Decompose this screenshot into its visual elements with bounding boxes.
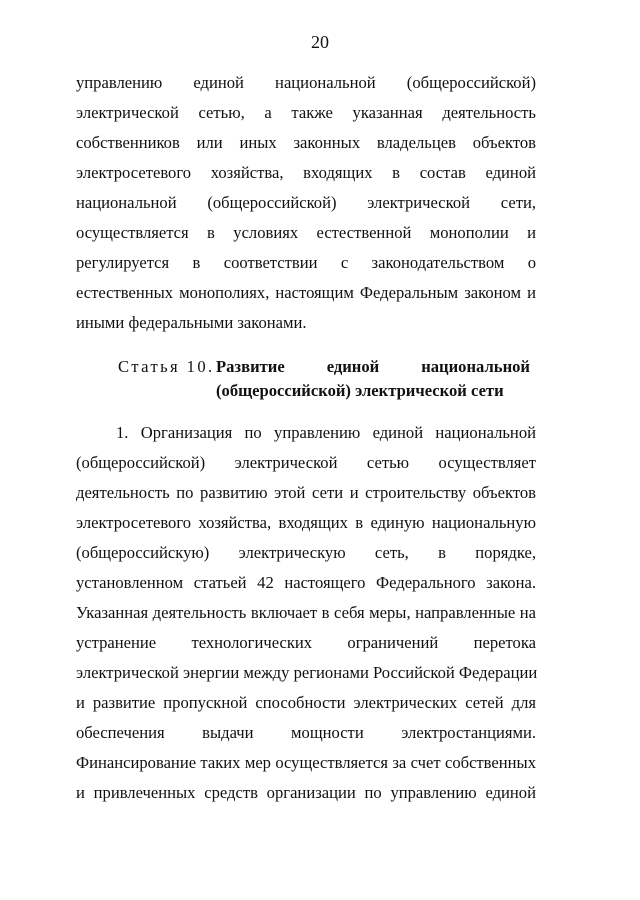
text-line: собственников или иных законных владельцев объектов [76,133,536,152]
text-line: электрической энергии между регионами Российской Федерации [76,663,538,682]
text-line: электрической сетью, а также указанная деятельность [76,103,536,122]
text-line: электросетевого хозяйства, входящих в единую национальную [76,513,536,532]
text-line: национальной (общероссийской) электрической сети, [76,193,536,212]
text-line: (общероссийскую) электрическую сеть, в порядке, [76,543,536,562]
text-line: Финансирование таких мер осуществляется за счет собственных [76,753,536,772]
text-line: иными федеральными законами. [76,313,307,332]
text-line: управлению единой национальной (общероссийской) [76,73,536,92]
text-line: электросетевого хозяйства, входящих в состав единой [76,163,536,182]
text-line: и привлеченных средств организации по управлению единой [76,783,536,802]
article-title-line-2: (общероссийской) электрической сети [216,381,504,400]
article-heading [0,352,640,412]
page-number: 20 [311,32,329,52]
text-line: обеспечения выдачи мощности электростанциями. [76,723,536,742]
text-line: устранение технологических ограничений перетока [76,633,536,652]
text-line: регулируется в соответствии с законодательством о [76,253,536,272]
article-title-line-1: Развитие единой национальной [216,357,530,376]
text-line: осуществляется в условиях естественной монополии и [76,223,536,242]
article-number: Статья 10. [118,357,215,376]
text-line: 1. Организация по управлению единой национальной [116,423,536,442]
text-line: и развитие пропускной способности электрических сетей для [76,693,536,712]
text-line: установленном статьей 42 настоящего Федерального закона. [76,573,536,592]
text-line: Указанная деятельность включает в себя меры, направленные на [76,603,536,622]
text-line: естественных монополиях, настоящим Федеральным законом и [76,283,536,302]
text-line: деятельность по развитию этой сети и строительству объектов [76,483,536,502]
text-line: (общероссийской) электрической сетью осуществляет [76,453,536,472]
